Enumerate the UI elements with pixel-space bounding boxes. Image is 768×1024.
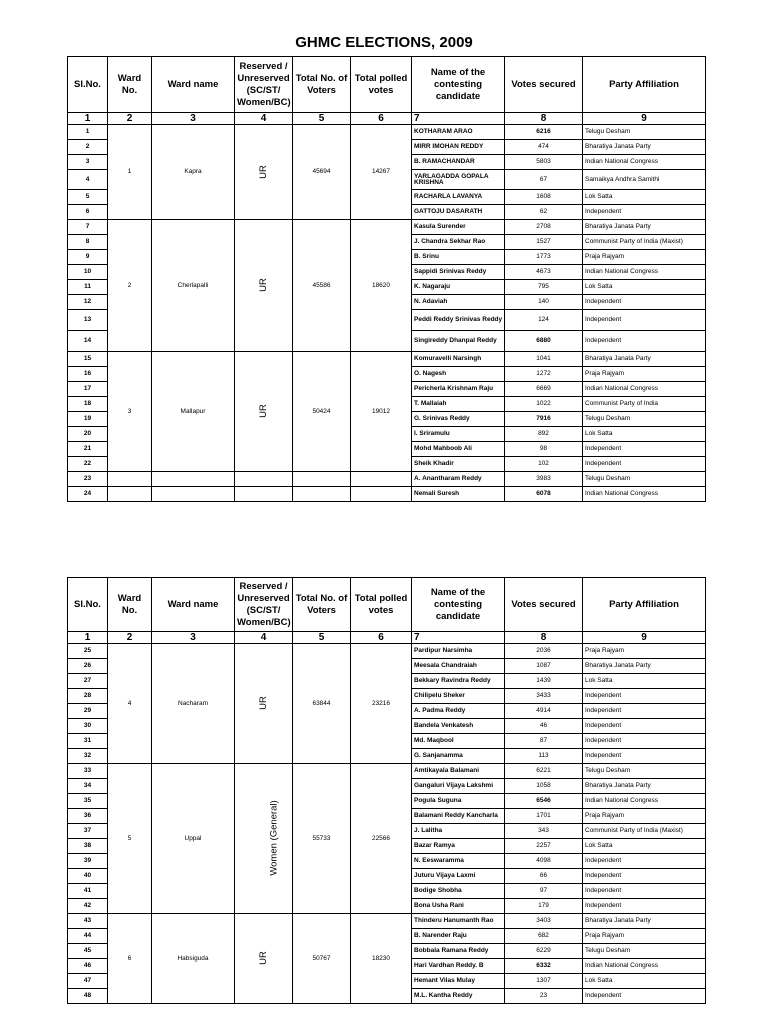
votes-secured: 3983 (505, 472, 583, 487)
candidate-name: B. Srinu (412, 250, 505, 265)
candidate-name: Sheik Khadir (412, 457, 505, 472)
party-affiliation: Lok Satta (583, 280, 706, 295)
candidate-name: Bazar Ramya (412, 839, 505, 854)
votes-header: Votes secured (505, 578, 583, 632)
party-affiliation: Independent (583, 854, 706, 869)
ward-number: 6 (108, 914, 152, 1004)
polled-votes: 18620 (351, 220, 412, 352)
candidate-header: Name of the contesting candidate (412, 57, 505, 113)
total-voters: 50767 (293, 914, 351, 1004)
col-number: 3 (152, 632, 235, 644)
candidate-name: G. Srinivas Reddy (412, 412, 505, 427)
serial-number: 2 (68, 140, 108, 155)
reserved-header: Reserved / Unreserved (SC/ST/ Women/BC) (235, 57, 293, 113)
votes-secured: 6216 (505, 125, 583, 140)
party-affiliation: Independent (583, 719, 706, 734)
candidate-name: MIRR IMOHAN REDDY (412, 140, 505, 155)
votes-secured: 682 (505, 929, 583, 944)
serial-number: 48 (68, 989, 108, 1004)
votes-secured: 87 (505, 734, 583, 749)
votes-secured: 1773 (505, 250, 583, 265)
reserved-status (235, 914, 293, 1004)
table-row (68, 914, 706, 929)
party-affiliation: Indian National Congress (583, 265, 706, 280)
col-number: 6 (351, 113, 412, 125)
ward-name: Uppal (152, 764, 235, 914)
col-number: 9 (583, 632, 706, 644)
serial-number: 45 (68, 944, 108, 959)
serial-number: 14 (68, 331, 108, 352)
votes-secured: 1041 (505, 352, 583, 367)
table-row (68, 472, 706, 487)
serial-number: 44 (68, 929, 108, 944)
votes-secured: 2708 (505, 220, 583, 235)
col-number: 3 (152, 113, 235, 125)
table-row (68, 644, 706, 659)
empty-cell (152, 472, 235, 487)
votes-secured: 2036 (505, 644, 583, 659)
candidate-name: A. Anantharam Reddy (412, 472, 505, 487)
ward-name: Nacharam (152, 644, 235, 764)
candidate-name: B. RAMACHANDAR (412, 155, 505, 170)
serial-number: 24 (68, 487, 108, 502)
candidate-name: M.L. Kantha Reddy (412, 989, 505, 1004)
votes-secured: 4098 (505, 854, 583, 869)
col-number: 1 (68, 113, 108, 125)
empty-cell (293, 472, 351, 487)
polled-header: Total polled votes (351, 578, 412, 632)
reserved-status-text: UR (257, 164, 269, 179)
serial-number: 16 (68, 367, 108, 382)
votes-secured: 1058 (505, 779, 583, 794)
col-number: 7 (412, 632, 505, 644)
col-number: 7 (412, 113, 505, 125)
votes-secured: 6332 (505, 959, 583, 974)
total-voters: 45694 (293, 125, 351, 220)
serial-number: 23 (68, 472, 108, 487)
votes-secured: 4914 (505, 704, 583, 719)
serial-number: 25 (68, 644, 108, 659)
candidate-name: KOTHARAM ARAO (412, 125, 505, 140)
total-voters: 50424 (293, 352, 351, 472)
ward-name: Mallapur (152, 352, 235, 472)
votes-secured: 46 (505, 719, 583, 734)
candidate-name: Balamani Reddy Kancharla (412, 809, 505, 824)
votes-secured: 1701 (505, 809, 583, 824)
polled-votes: 22566 (351, 764, 412, 914)
party-affiliation: Praja Rajyam (583, 367, 706, 382)
ward-name: Kapra (152, 125, 235, 220)
serial-number: 3 (68, 155, 108, 170)
party-affiliation: Telugu Desham (583, 764, 706, 779)
party-affiliation: Independent (583, 689, 706, 704)
serial-number: 5 (68, 190, 108, 205)
polled-votes: 18230 (351, 914, 412, 1004)
party-affiliation: Bharatiya Janata Party (583, 914, 706, 929)
votes-secured: 6669 (505, 382, 583, 397)
total-voters: 55733 (293, 764, 351, 914)
candidate-name: Md. Maqbool (412, 734, 505, 749)
col-number: 1 (68, 632, 108, 644)
party-affiliation: Bharatiya Janata Party (583, 779, 706, 794)
sl-header: Sl.No. (68, 578, 108, 632)
candidate-name: B. Narender Raju (412, 929, 505, 944)
results-table-2 (67, 577, 706, 1004)
candidate-name: RACHARLA LAVANYA (412, 190, 505, 205)
polled-header: Total polled votes (351, 57, 412, 113)
party-affiliation: Indian National Congress (583, 155, 706, 170)
serial-number: 11 (68, 280, 108, 295)
candidate-name: Kasula Surender (412, 220, 505, 235)
candidate-name: Pogula Suguna (412, 794, 505, 809)
votes-secured: 179 (505, 899, 583, 914)
ward-number: 3 (108, 352, 152, 472)
col-number: 2 (108, 632, 152, 644)
party-header: Party Affiliation (583, 578, 706, 632)
serial-number: 42 (68, 899, 108, 914)
empty-cell (108, 472, 152, 487)
serial-number: 37 (68, 824, 108, 839)
serial-number: 8 (68, 235, 108, 250)
votes-secured: 113 (505, 749, 583, 764)
serial-number: 30 (68, 719, 108, 734)
serial-number: 39 (68, 854, 108, 869)
votes-secured: 23 (505, 989, 583, 1004)
party-affiliation: Samaikya Andhra Samithi (583, 170, 706, 190)
candidate-name: Singireddy Dhanpal Reddy (412, 331, 505, 352)
reserved-status (235, 352, 293, 472)
serial-number: 6 (68, 205, 108, 220)
serial-number: 12 (68, 295, 108, 310)
header-row (68, 57, 706, 113)
party-affiliation: Indian National Congress (583, 794, 706, 809)
party-affiliation: Indian National Congress (583, 487, 706, 502)
candidate-name: Pardipur Narsimha (412, 644, 505, 659)
col-number: 6 (351, 632, 412, 644)
votes-secured: 795 (505, 280, 583, 295)
votes-secured: 66 (505, 869, 583, 884)
polled-votes: 14267 (351, 125, 412, 220)
serial-number: 20 (68, 427, 108, 442)
candidate-name: Bobbala Ramana Reddy (412, 944, 505, 959)
empty-cell (108, 487, 152, 502)
party-affiliation: Indian National Congress (583, 959, 706, 974)
votes-secured: 102 (505, 457, 583, 472)
reserved-status (235, 764, 293, 914)
candidate-header: Name of the contesting candidate (412, 578, 505, 632)
party-affiliation: Bharatiya Janata Party (583, 220, 706, 235)
reserved-status-text: UR (257, 951, 269, 965)
votes-secured: 6229 (505, 944, 583, 959)
candidate-name: Hari Vardhan Reddy. B (412, 959, 505, 974)
candidate-name: Bandela Venkatesh (412, 719, 505, 734)
votes-secured: 1022 (505, 397, 583, 412)
votes-secured: 1307 (505, 974, 583, 989)
party-affiliation: Bharatiya Janata Party (583, 352, 706, 367)
party-affiliation: Independent (583, 734, 706, 749)
reserved-status-text: Women (General) (268, 800, 280, 876)
party-affiliation: Praja Rajyam (583, 644, 706, 659)
serial-number: 34 (68, 779, 108, 794)
candidate-name: Juturu Vijaya Laxmi (412, 869, 505, 884)
reserved-status-text: UR (257, 278, 269, 292)
serial-number: 31 (68, 734, 108, 749)
empty-cell (235, 472, 293, 487)
party-affiliation: Independent (583, 457, 706, 472)
votes-secured: 343 (505, 824, 583, 839)
party-affiliation: Praja Rajyam (583, 809, 706, 824)
serial-number: 13 (68, 310, 108, 331)
total-voters-header: Total No. of Voters (293, 57, 351, 113)
ward-name: Habsiguda (152, 914, 235, 1004)
candidate-name: J. Chandra Sekhar Rao (412, 235, 505, 250)
results-table-1 (67, 56, 706, 502)
page-title: GHMC ELECTIONS, 2009 (295, 34, 473, 51)
candidate-name: Meesala Chandraiah (412, 659, 505, 674)
col-number: 8 (505, 632, 583, 644)
votes-secured: 5803 (505, 155, 583, 170)
votes-secured: 98 (505, 442, 583, 457)
polled-votes: 23216 (351, 644, 412, 764)
empty-cell (351, 487, 412, 502)
serial-number: 18 (68, 397, 108, 412)
reserved-header: Reserved / Unreserved (SC/ST/ Women/BC) (235, 578, 293, 632)
candidate-name: A. Padma Reddy (412, 704, 505, 719)
candidate-name: Chilipelu Sheker (412, 689, 505, 704)
col-number: 2 (108, 113, 152, 125)
serial-number: 46 (68, 959, 108, 974)
votes-secured: 6221 (505, 764, 583, 779)
ward-name: Cherlapalli (152, 220, 235, 352)
votes-secured: 892 (505, 427, 583, 442)
serial-number: 47 (68, 974, 108, 989)
party-affiliation: Independent (583, 899, 706, 914)
candidate-name: Nemali Suresh (412, 487, 505, 502)
serial-number: 29 (68, 704, 108, 719)
column-number-row (68, 632, 706, 644)
reserved-status-text: UR (257, 404, 269, 418)
column-number-row (68, 113, 706, 125)
party-affiliation: Independent (583, 884, 706, 899)
party-affiliation: Telugu Desham (583, 125, 706, 140)
serial-number: 33 (68, 764, 108, 779)
table-row (68, 352, 706, 367)
serial-number: 35 (68, 794, 108, 809)
party-affiliation: Lok Satta (583, 190, 706, 205)
serial-number: 26 (68, 659, 108, 674)
party-affiliation: Indian National Congress (583, 382, 706, 397)
party-affiliation: Independent (583, 704, 706, 719)
votes-secured: 6880 (505, 331, 583, 352)
candidate-name: T. Mallaiah (412, 397, 505, 412)
votes-secured: 1439 (505, 674, 583, 689)
party-affiliation: Independent (583, 442, 706, 457)
party-affiliation: Telugu Desham (583, 472, 706, 487)
ward-number: 1 (108, 125, 152, 220)
party-affiliation: Independent (583, 205, 706, 220)
candidate-name: Sappidi Srinivas Reddy (412, 265, 505, 280)
party-affiliation: Lok Satta (583, 427, 706, 442)
votes-header: Votes secured (505, 57, 583, 113)
reserved-status (235, 125, 293, 220)
party-affiliation: Independent (583, 310, 706, 331)
party-affiliation: Praja Rajyam (583, 250, 706, 265)
candidate-name: GATTOJU DASARATH (412, 205, 505, 220)
party-affiliation: Independent (583, 295, 706, 310)
votes-secured: 4673 (505, 265, 583, 280)
votes-secured: 1608 (505, 190, 583, 205)
empty-cell (152, 487, 235, 502)
party-affiliation: Bharatiya Janata Party (583, 659, 706, 674)
party-affiliation: Independent (583, 749, 706, 764)
reserved-status (235, 220, 293, 352)
candidate-name: Amtikayala Balamani (412, 764, 505, 779)
votes-secured: 3433 (505, 689, 583, 704)
candidate-name: YARLAGADDA GOPALA KRISHNA (412, 170, 505, 190)
votes-secured: 124 (505, 310, 583, 331)
serial-number: 38 (68, 839, 108, 854)
empty-cell (235, 487, 293, 502)
candidate-name: I. Sriramulu (412, 427, 505, 442)
polled-votes: 19012 (351, 352, 412, 472)
serial-number: 7 (68, 220, 108, 235)
col-number: 4 (235, 113, 293, 125)
votes-secured: 62 (505, 205, 583, 220)
votes-secured: 97 (505, 884, 583, 899)
votes-secured: 2257 (505, 839, 583, 854)
serial-number: 32 (68, 749, 108, 764)
col-number: 8 (505, 113, 583, 125)
party-header: Party Affiliation (583, 57, 706, 113)
candidate-name: Peddi Reddy Srinivas Reddy (412, 310, 505, 331)
party-affiliation: Communist Party of India (583, 397, 706, 412)
candidate-name: O. Nagesh (412, 367, 505, 382)
reserved-status-text: UR (257, 696, 269, 710)
ward-number: 2 (108, 220, 152, 352)
candidate-name: Hemant Vilas Mulay (412, 974, 505, 989)
votes-secured: 6078 (505, 487, 583, 502)
serial-number: 22 (68, 457, 108, 472)
serial-number: 15 (68, 352, 108, 367)
candidate-name: J. Lalitha (412, 824, 505, 839)
ward-no-header: Ward No. (108, 578, 152, 632)
table-row (68, 487, 706, 502)
col-number: 5 (293, 632, 351, 644)
serial-number: 4 (68, 170, 108, 190)
votes-secured: 140 (505, 295, 583, 310)
votes-secured: 7916 (505, 412, 583, 427)
party-affiliation: Communist Party of India (Maxist) (583, 235, 706, 250)
party-affiliation: Lok Satta (583, 974, 706, 989)
table-row (68, 764, 706, 779)
candidate-name: N. Adaviah (412, 295, 505, 310)
serial-number: 19 (68, 412, 108, 427)
candidate-name: Thinderu Hanumanth Rao (412, 914, 505, 929)
party-affiliation: Praja Rajyam (583, 929, 706, 944)
total-voters: 45586 (293, 220, 351, 352)
votes-secured: 67 (505, 170, 583, 190)
empty-cell (293, 487, 351, 502)
total-voters-header: Total No. of Voters (293, 578, 351, 632)
serial-number: 17 (68, 382, 108, 397)
col-number: 9 (583, 113, 706, 125)
votes-secured: 474 (505, 140, 583, 155)
serial-number: 28 (68, 689, 108, 704)
serial-number: 10 (68, 265, 108, 280)
votes-secured: 1527 (505, 235, 583, 250)
candidate-name: Bekkary Ravindra Reddy (412, 674, 505, 689)
candidate-name: Komuravelli Narsingh (412, 352, 505, 367)
party-affiliation: Telugu Desham (583, 944, 706, 959)
party-affiliation: Independent (583, 989, 706, 1004)
serial-number: 27 (68, 674, 108, 689)
sl-header: Sl.No. (68, 57, 108, 113)
total-voters: 63844 (293, 644, 351, 764)
votes-secured: 6546 (505, 794, 583, 809)
serial-number: 41 (68, 884, 108, 899)
votes-secured: 3403 (505, 914, 583, 929)
party-affiliation: Independent (583, 869, 706, 884)
party-affiliation: Bharatiya Janata Party (583, 140, 706, 155)
candidate-name: N. Eeswaramma (412, 854, 505, 869)
serial-number: 1 (68, 125, 108, 140)
candidate-name: Pericherla Krishnam Raju (412, 382, 505, 397)
party-affiliation: Telugu Desham (583, 412, 706, 427)
candidate-name: Bodige Shobha (412, 884, 505, 899)
serial-number: 21 (68, 442, 108, 457)
ward-number: 4 (108, 644, 152, 764)
serial-number: 9 (68, 250, 108, 265)
party-affiliation: Communist Party of India (Maxist) (583, 824, 706, 839)
candidate-name: G. Sanjanamma (412, 749, 505, 764)
empty-cell (351, 472, 412, 487)
col-number: 4 (235, 632, 293, 644)
table-row (68, 220, 706, 235)
serial-number: 43 (68, 914, 108, 929)
ward-name-header: Ward name (152, 578, 235, 632)
candidate-name: Bona Usha Rani (412, 899, 505, 914)
candidate-name: K. Nagaraju (412, 280, 505, 295)
ward-no-header: Ward No. (108, 57, 152, 113)
table-row (68, 125, 706, 140)
ward-name-header: Ward name (152, 57, 235, 113)
serial-number: 36 (68, 809, 108, 824)
party-affiliation: Independent (583, 331, 706, 352)
votes-secured: 1272 (505, 367, 583, 382)
votes-secured: 1087 (505, 659, 583, 674)
candidate-name: Gangaluri Vijaya Lakshmi (412, 779, 505, 794)
reserved-status (235, 644, 293, 764)
party-affiliation: Lok Satta (583, 839, 706, 854)
candidate-name: Mohd Mahboob Ali (412, 442, 505, 457)
serial-number: 40 (68, 869, 108, 884)
header-row (68, 578, 706, 632)
col-number: 5 (293, 113, 351, 125)
ward-number: 5 (108, 764, 152, 914)
party-affiliation: Lok Satta (583, 674, 706, 689)
